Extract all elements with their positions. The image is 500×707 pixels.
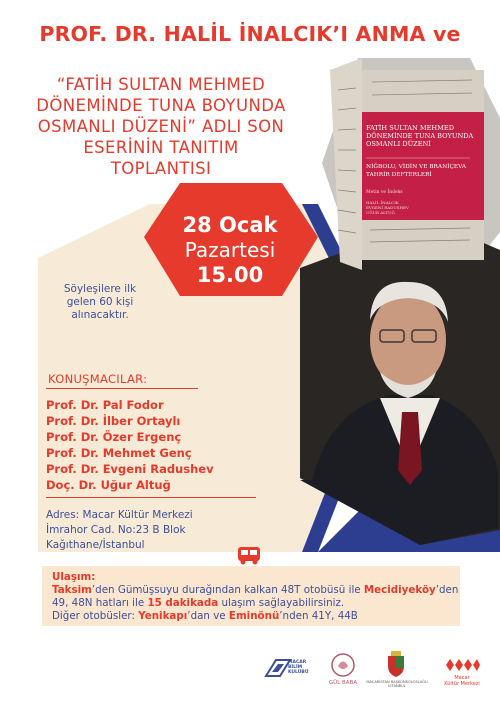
transport-info [52,571,460,623]
event-weekday: Pazartesi [184,238,276,262]
transport-line-1: Taksim’den Gümüşsuyu durağından kalkan 48T otobüsü ile Mecidiyeköy’den [52,584,459,596]
transport-line-3: Diğer otobüsler: Yenikapı’dan ve Eminönü’nden 41Y, 44B [52,610,358,622]
book-launch-subtitle: “FATİH SULTAN MEHMED DÖNEMİNDE TUNA BOYUNDA OSMANLI DÜZENİ” ADLI SON ESERİNİN TANITIM TOPLANTISI [36,75,286,178]
event-day: 28 Ocak [182,213,278,237]
hungary-coat-of-arms-icon [385,650,407,678]
transport-heading: Ulaşım: [52,571,96,583]
divider [46,388,198,389]
capacity-note: Söyleşilere ilk gelen 60 kişi alınacaktır. [63,283,137,321]
kultur-merkezi-logo [444,656,480,674]
speaker-list [46,397,214,493]
bus-icon [236,546,262,566]
speaker-item: Prof. Dr. Evgeni Radushev [46,462,214,476]
speaker-item: Doç. Dr. Uğur Altuğ [46,478,171,492]
gul-baba-logo [330,652,356,678]
event-title: PROF. DR. HALİL İNALCIK’I ANMA ve [39,22,461,46]
book-title: FATİH SULTAN MEHMED DÖNEMİNDE TUNA BOYUNDA OSMANLI DÜZENİ [366,124,474,148]
book-subtitle: NİĞBOLU, VİDİN VE BRANİÇEVA TAHRİR DEFTERLERİ [366,164,467,178]
book-authors: HALİL İNALCIK EVGENİ RADUSHEV UĞUR ALTUĞ [366,200,409,215]
event-date [160,213,300,288]
speakers-heading: KONUŞMACILAR: [48,372,148,386]
kultur-merkezi-text: Macar Kültür Merkezi [444,675,480,687]
speaker-item: Prof. Dr. Mehmet Genç [46,446,192,460]
event-time: 15.00 [196,263,264,287]
address: Adres: Macar Kültür Merkezi İmrahor Cad. No:23 B Blok Kağıthane/İstanbul [46,509,193,551]
macar-bilim-kulubu-text: MACAR BİLİM KULÜBÜ [288,660,309,675]
divider [46,497,256,498]
transport-line-2: 49, 48N hatları ile 15 dakikada ulaşım sağlayabilirsiniz. [52,597,345,609]
speaker-item: Prof. Dr. İlber Ortaylı [46,414,181,428]
speaker-item: Prof. Dr. Pal Fodor [46,398,164,412]
book-edition-note: Metin ve İndeks [366,190,403,195]
consulate-text: MACARİSTAN BAŞKONSOLOSLUĞU İSTANBUL [366,680,428,688]
gul-baba-text: GÜL BABA [328,680,358,686]
speaker-item: Prof. Dr. Özer Ergenç [46,430,182,444]
